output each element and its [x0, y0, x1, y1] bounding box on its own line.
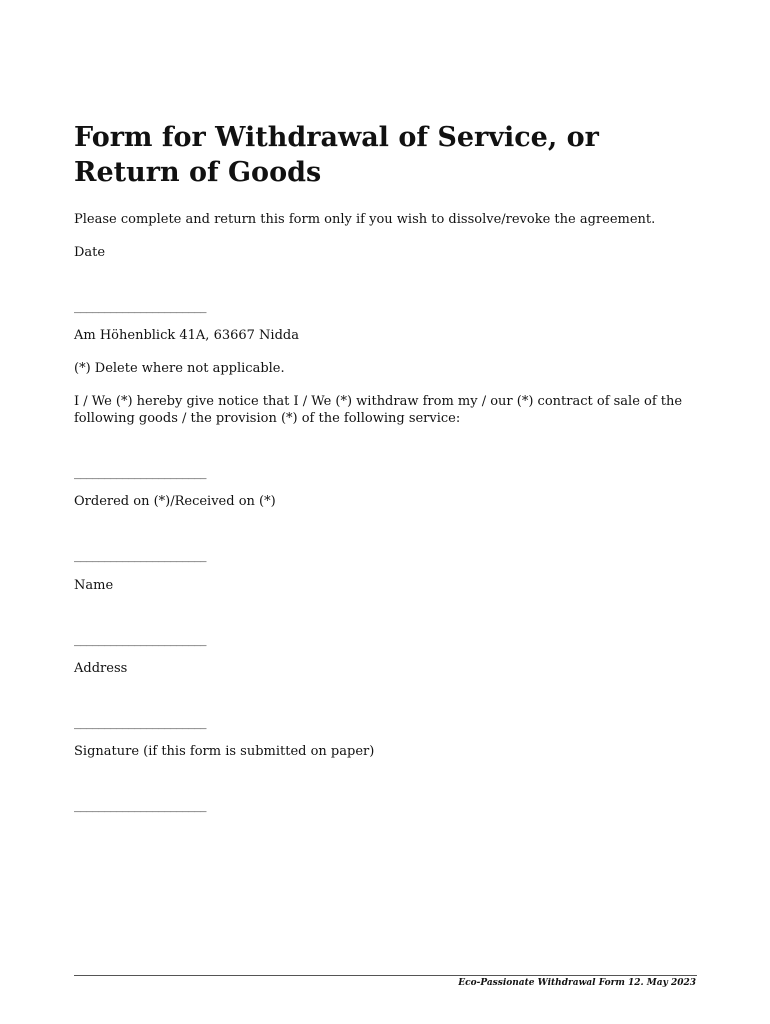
- address-label: Address: [74, 661, 128, 676]
- signature-label: Signature (if this form is submitted on paper): [74, 744, 375, 759]
- page-title: Form for Withdrawal of Service, or Return of Goods: [74, 122, 599, 188]
- address-text: Am Höhenblick 41A, 63667 Nidda: [74, 328, 299, 343]
- date-label: Date: [74, 245, 106, 260]
- signature-blank-line: ______________________: [74, 798, 206, 813]
- intro-text: Please complete and return this form only if you wish to dissolve/revoke the agreement.: [74, 212, 656, 227]
- date-blank-line: ______________________: [74, 299, 206, 314]
- address-blank-line: ______________________: [74, 715, 206, 730]
- name-label: Name: [74, 578, 114, 593]
- ordered-label: Ordered on (*)/Received on (*): [74, 494, 276, 509]
- goods-blank-line: ______________________: [74, 465, 206, 480]
- notice-text: I / We (*) hereby give notice that I / We (*) withdraw from my / our (*) contract of sale of the following goods / the provision (*) of the following service:: [74, 394, 683, 426]
- form-page: [74, 0, 697, 1024]
- ordered-blank-line: ______________________: [74, 548, 206, 563]
- footer-divider: [74, 975, 697, 976]
- delete-note: (*) Delete where not applicable.: [74, 361, 285, 376]
- footer-text: Eco-Passionate Withdrawal Form 12. May 2023: [458, 978, 696, 988]
- name-blank-line: ______________________: [74, 632, 206, 647]
